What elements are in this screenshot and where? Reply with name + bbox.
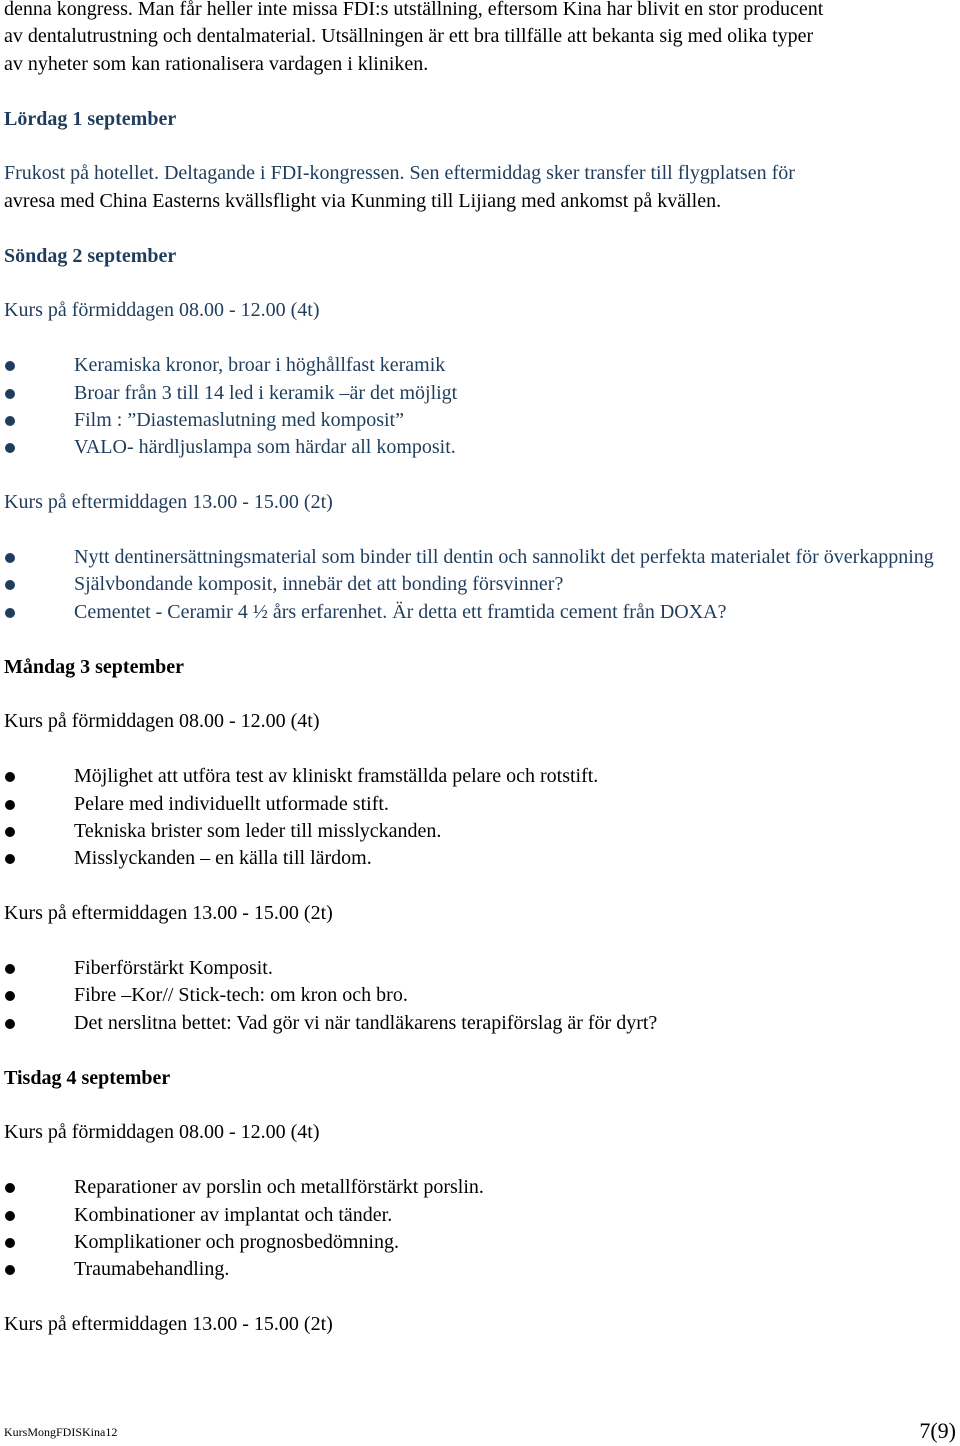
bullet-icon	[5, 854, 15, 864]
list-item: Kombinationer av implantat och tänder.	[4, 1202, 958, 1229]
bullet-icon	[5, 1183, 15, 1193]
list-item: Självbondande komposit, innebär det att bonding försvinner?	[4, 571, 958, 598]
document-page	[4, 0, 958, 1339]
bullet-icon	[5, 800, 15, 810]
list-item: Misslyckanden – en källa till lärdom.	[4, 845, 958, 872]
list-item: Reparationer av porslin och metallförstärkt porslin.	[4, 1174, 958, 1201]
page-footer	[4, 1418, 956, 1446]
bullet-list	[4, 1174, 958, 1284]
session-label: Kurs på förmiddagen 08.00 - 12.00 (4t)	[4, 299, 320, 322]
day-heading-tisdag: Tisdag 4 september	[4, 1066, 171, 1089]
day-heading-lordag: Lördag 1 september	[4, 107, 177, 130]
bullet-list	[4, 955, 958, 1037]
bullet-icon	[5, 443, 15, 453]
bullet-icon	[5, 1265, 15, 1275]
bullet-icon	[5, 389, 15, 399]
day-text-line: avresa med China Easterns kvällsflight via Kunming till Lijiang med ankomst på kvällen.	[4, 189, 722, 212]
intro-line: av nyheter som kan rationalisera vardagen i kliniken.	[4, 52, 429, 75]
bullet-icon	[5, 580, 15, 590]
session-label: Kurs på eftermiddagen 13.00 - 15.00 (2t)	[4, 1313, 333, 1336]
session-label: Kurs på eftermiddagen 13.00 - 15.00 (2t)	[4, 902, 333, 925]
list-item: Cementet - Ceramir 4 ½ års erfarenhet. Är detta ett framtida cement från DOXA?	[4, 599, 958, 626]
bullet-icon	[5, 827, 15, 837]
list-item: Komplikationer och prognosbedömning.	[4, 1229, 958, 1256]
footer-page-number: 7(9)	[919, 1418, 956, 1443]
bullet-list	[4, 763, 958, 873]
list-item: Pelare med individuellt utformade stift.	[4, 791, 958, 818]
bullet-icon	[5, 361, 15, 371]
bullet-icon	[5, 964, 15, 974]
intro-paragraph	[4, 0, 958, 78]
list-item: Möjlighet att utföra test av kliniskt framställda pelare och rotstift.	[4, 763, 958, 790]
list-item: Det nerslitna bettet: Vad gör vi när tandläkarens terapiförslag är för dyrt?	[4, 1010, 958, 1037]
session-label: Kurs på förmiddagen 08.00 - 12.00 (4t)	[4, 710, 320, 733]
day-heading-mandag: Måndag 3 september	[4, 655, 184, 678]
bullet-icon	[5, 1019, 15, 1029]
day-heading-sondag: Söndag 2 september	[4, 244, 177, 267]
list-item: Tekniska brister som leder till misslyckanden.	[4, 818, 958, 845]
bullet-icon	[5, 608, 15, 618]
bullet-list	[4, 352, 958, 462]
list-item: Keramiska kronor, broar i höghållfast keramik	[4, 352, 958, 379]
day-text-line: Frukost på hotellet. Deltagande i FDI-kongressen. Sen eftermiddag sker transfer till flygplatsen för	[4, 162, 795, 185]
session-label: Kurs på förmiddagen 08.00 - 12.00 (4t)	[4, 1121, 320, 1144]
bullet-icon	[5, 416, 15, 426]
intro-line: av dentalutrustning och dentalmaterial. Utsällningen är ett bra tillfälle att bekanta sig med olika typer	[4, 25, 814, 48]
bullet-icon	[5, 553, 15, 563]
bullet-icon	[5, 1238, 15, 1248]
bullet-icon	[5, 991, 15, 1001]
list-item: Nytt dentinersättningsmaterial som binder till dentin och sannolikt det perfekta materialet för överkappning	[4, 544, 958, 571]
intro-line: denna kongress. Man får heller inte missa FDI:s utställning, eftersom Kina har blivit en stor producent	[4, 0, 824, 20]
list-item: Film : ”Diastemaslutning med komposit”	[4, 407, 958, 434]
list-item: Fiberförstärkt Komposit.	[4, 955, 958, 982]
footer-document-name: KursMongFDISKina12	[4, 1425, 118, 1439]
list-item: Fibre –Kor// Stick-tech: om kron och bro.	[4, 982, 958, 1009]
session-label: Kurs på eftermiddagen 13.00 - 15.00 (2t)	[4, 491, 333, 514]
bullet-icon	[5, 772, 15, 782]
bullet-list	[4, 544, 958, 626]
list-item: Traumabehandling.	[4, 1256, 958, 1283]
list-item: VALO- härdljuslampa som härdar all komposit.	[4, 434, 958, 461]
bullet-icon	[5, 1211, 15, 1221]
list-item: Broar från 3 till 14 led i keramik –är det möjligt	[4, 380, 958, 407]
